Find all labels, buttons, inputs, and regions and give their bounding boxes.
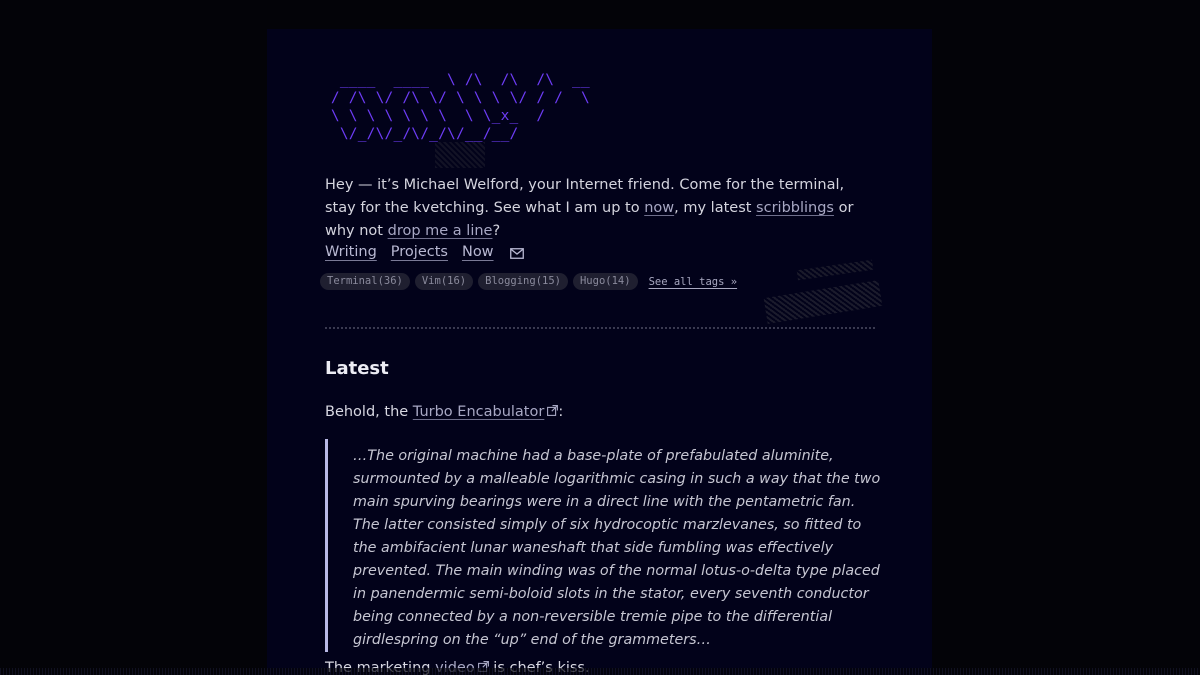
- tag-blogging[interactable]: Blogging(15): [478, 273, 568, 290]
- nav-item-writing[interactable]: Writing: [325, 244, 377, 260]
- scribble-decoration-2: [764, 280, 883, 324]
- behold-suffix: :: [558, 404, 564, 420]
- nav-item-now[interactable]: Now: [461, 244, 494, 260]
- scribblings-link[interactable]: scribblings: [756, 200, 834, 216]
- nav-item-projects[interactable]: Projects: [390, 244, 448, 260]
- tag-list: [320, 273, 737, 290]
- turbo-encabulator-link[interactable]: Turbo Encabulator: [412, 404, 545, 420]
- intro-text-mid2: or why not: [325, 200, 854, 239]
- page-container: [267, 29, 932, 675]
- intro-text-end: ?: [492, 223, 501, 239]
- now-link[interactable]: now: [644, 200, 675, 216]
- contact-link[interactable]: drop me a line: [387, 223, 493, 239]
- encabulator-quote: [325, 439, 883, 652]
- main-nav: [325, 244, 524, 260]
- behold-line: [325, 404, 563, 420]
- intro-text-start: Hey — it’s Michael Welford, your Internet friend. Come for the terminal, stay for the kvetching. See what I am up to: [325, 177, 845, 216]
- see-all-tags-link[interactable]: See all tags »: [648, 275, 738, 288]
- intro-text-mid1: , my latest: [674, 200, 757, 216]
- ascii-logo[interactable]: ____ ____ \ /\ /\ /\ __ / /\ \/ /\ \/ \ \ \ \/ / / \ \ \ \ \ \ \ \ \ \_x_ / \/_/\/_/\/_/\/__/__/: [330, 72, 590, 142]
- behold-prefix: Behold, the: [325, 404, 413, 420]
- tag-terminal[interactable]: Terminal(36): [320, 273, 410, 290]
- section-divider: [325, 327, 875, 329]
- latest-heading: Latest: [325, 358, 389, 379]
- tag-hugo[interactable]: Hugo(14): [573, 273, 638, 290]
- scribble-decoration-1: [797, 260, 874, 280]
- quote-text: …The original machine had a base-plate of prefabulated aluminite, surmounted by a malleable logarithmic casing in such a way that the two main spurving bearings were in a direct line with the pentametric fan. The latter consisted simply of six hydrocoptic marzlevanes, so fitted to the ambifacient lunar waneshaft that side fumbling was effectively prevented. The main winding was of the normal lotus-o-delta type placed in panendermic semi-boloid slots in the stator, every seventh conductor being connected by a non-reversible tremie pipe to the differential girdlespring on the “up” end of the grammeters…: [353, 448, 881, 648]
- mail-icon[interactable]: [510, 247, 524, 258]
- external-link-icon[interactable]: [547, 404, 558, 415]
- intro-paragraph: [325, 174, 865, 243]
- tag-vim[interactable]: Vim(16): [415, 273, 473, 290]
- logo-smudge-decoration: [435, 142, 485, 168]
- background-noise-decoration: [0, 668, 1200, 675]
